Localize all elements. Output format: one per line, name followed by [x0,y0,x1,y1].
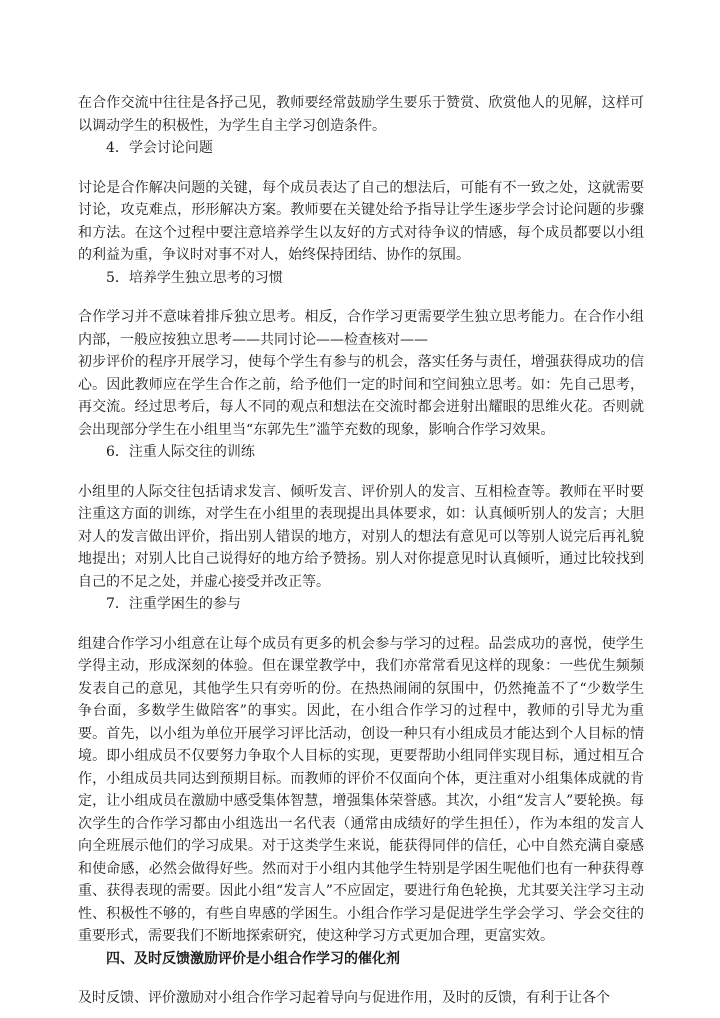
paragraph-encourage-appreciation: 在合作交流中往往是各抒己见，教师要经常鼓励学生要乐于赞赏、欣赏他人的见解，这样可以调动学生的积极性，为学生自主学习创造条件。 [78,95,644,134]
section-heading-feedback: 四、及时反馈激励评价是小组合作学习的催化剂 [106,950,400,967]
heading-interpersonal-training: 6．注重人际交往的训练 [106,444,255,460]
heading-struggling-students: 7．注重学困生的参与 [106,596,241,612]
paragraph-struggling-students: 组建合作学习小组意在让每个成员有更多的机会参与学习的过程。品尝成功的喜悦，使学生学得主动，形成深刻的体验。但在课堂教学中，我们亦常常看见这样的现象：一些优生频频发表自己的意见，其他学生只有旁听的份。在热热闹闹的氛围中，仍然掩盖不了“少数学生争台面，多数学生做陪客”的事实。因此，在小组合作学习的过程中，教师的引导尤为重要。首先，以小组为单位开展学习评比活动，创设一种只有小组成员才能达到个人目标的情境。即小组成员不仅要努力争取个人目标的实现，更要帮助小组同伴实现目标，通过相互合作，小组成员共同达到预期目标。而教师的评价不仅面向个体，更注重对小组集体成就的肯定，让小组成员在激励中感受集体智慧，增强集体荣誉感。其次，小组“发言人”要轮换。每次学生的合作学习都由小组选出一名代表（通常由成绩好的学生担任），作为本组的发言人向全班展示他们的学习成果。对于这类学生来说，能获得同伴的信任，心中自然充满自豪感和使命感，必然会做得好些。然而对于小组内其他学生特别是学困生呢他们也有一种获得尊重、获得表现的需要。因此小组“发言人”不应固定，要进行角色轮换，尤其要关注学习主动性、积极性不够的，有些自卑感的学困生。小组合作学习是促进学生学会学习、学会交往的重要形式，需要我们不断地探索研究，使这种学习方式更加合理，更富实效。 [78,635,644,944]
heading-independent-thinking: 5．培养学生独立思考的习惯 [106,269,283,286]
heading-learn-discussion: 4．学会讨论问题 [106,140,213,156]
paragraph-independent-thinking-a: 合作学习并不意味着排斥独立思考。相反，合作学习更需要学生独立思考能力。在合作小组内部，一般应按独立思考——共同讨论——检查核对—— [78,309,644,348]
document-body [78,92,644,1010]
paragraph-discussion: 讨论是合作解决问题的关键，每个成员表达了自己的想法后，可能有不一致之处，这就需要讨论，攻克难点，形形解决方案。教师要在关键处给予指导让学生逐步学会讨论问题的步骤和方法。在这个过程中要注意培养学生以友好的方式对待争议的情感，每个成员都要以小组的利益为重，争议时对事不对人，始终保持团结、协作的氛围。 [78,179,644,263]
paragraph-interpersonal: 小组里的人际交往包括请求发言、倾听发言、评价别人的发言、互相检查等。教师在平时要注重这方面的训练，对学生在小组里的表现提出具体要求，如：认真倾听别人的发言；大胆对人的发言做出评价，指出别人错误的地方，对别人的想法有意见可以等别人说完后再礼貌地提出；对别人比自己说得好的地方给予赞扬。别人对你提意见时认真倾听，通过比较找到自己的不足之处，并虚心接受并改正等。 [78,483,644,590]
paragraph-independent-thinking-b: 初步评价的程序开展学习，使每个学生有参与的机会，落实任务与责任，增强获得成功的信心。因此教师应在学生合作之前，给予他们一定的时间和空间独立思考。如：先自己思考，再交流。经过思考后，每人不同的观点和想法在交流时都会迸射出耀眼的思维火花。否则就会出现部分学生在小组里当“东郭先生”滥竽充数的现象，影响合作学习效果。 [78,354,644,438]
paragraph-feedback: 及时反馈、评价激励对小组合作学习起着导向与促进作用，及时的反馈，有利于让各个 [78,990,610,1006]
